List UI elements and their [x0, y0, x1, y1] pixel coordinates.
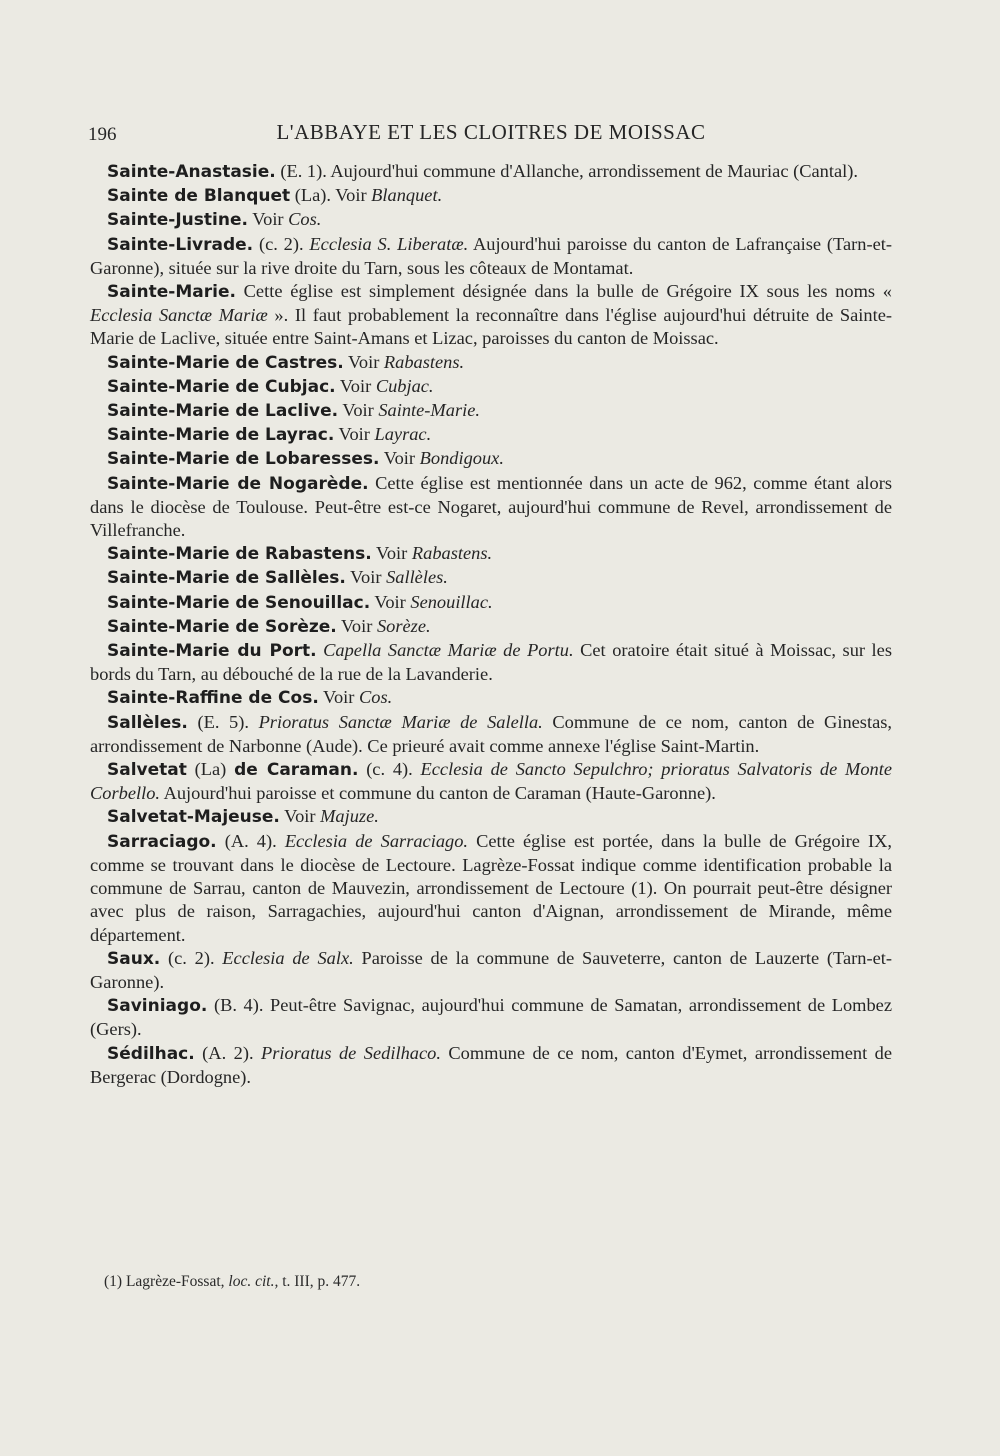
- footnote-text-end: t. III, p. 477.: [278, 1273, 361, 1290]
- entry-term: Sainte-Livrade.: [107, 234, 254, 255]
- index-entry: [90, 160, 892, 184]
- index-entry: [90, 233, 892, 280]
- entry-term: Sarraciago.: [107, 831, 217, 852]
- entry-term: Sainte de Blanquet: [107, 186, 291, 207]
- entry-text: (c. 2).: [253, 233, 310, 254]
- entry-term: Sainte-Anastasie.: [107, 162, 276, 182]
- footnote-text: (1) Lagrèze-Fossat,: [104, 1273, 229, 1290]
- entry-text: Cette église est simplement désignée dans la bulle de Grégoire IX sous les noms «: [235, 281, 892, 302]
- entry-text: (A. 4).: [216, 830, 285, 851]
- index-entry: [90, 711, 892, 758]
- index-entry: [90, 399, 892, 423]
- entry-italic: Blanquet.: [371, 185, 443, 206]
- index-entry: [90, 947, 892, 994]
- entry-term: Sainte-Marie du Port.: [107, 641, 317, 662]
- entry-term: Sainte-Marie de Nogarède.: [107, 473, 369, 494]
- index-entry: [90, 591, 892, 615]
- index-entry: [90, 375, 892, 399]
- entry-term: Sainte-Marie de Senouillac.: [107, 592, 371, 613]
- entry-text: (c. 4).: [358, 759, 421, 780]
- entry-text: Commune de ce nom, canton de Ginestas, arrondissement de Narbonne (Aude). Ce prieuré avait comme annexe l'église Saint-Martin.: [90, 711, 892, 756]
- entry-text: Voir: [247, 209, 289, 230]
- entry-term: Sainte-Marie de Castres.: [107, 352, 344, 373]
- index-entry: [90, 994, 892, 1041]
- entry-text: (B. 4). Peut-être Savignac, aujourd'hui commune de Samatan, arrondissement de Lombez (Gers).: [90, 995, 892, 1040]
- entry-term: Sallèles.: [107, 712, 188, 733]
- entry-text: Voir: [343, 351, 384, 372]
- entry-term: Sainte-Marie de Sallèles.: [107, 568, 346, 589]
- entry-italic: Ecclesia de Sancto Sepulchro; prioratus Salvatoris de Monte Corbello.: [90, 759, 893, 804]
- entry-italic: Sainte-Marie.: [378, 400, 480, 421]
- entry-text: Aujourd'hui paroisse et commune du canton de Caraman (Haute-Garonne).: [160, 783, 716, 804]
- index-entry: [90, 184, 892, 208]
- entry-term: Saux.: [107, 948, 161, 969]
- entry-text: Cet oratoire était situé à Moissac, sur les bords du Tarn, au débouché de la rue de la Lavanderie.: [90, 640, 892, 685]
- entry-text: (c. 2).: [160, 947, 223, 968]
- entry-text: (La): [186, 759, 235, 780]
- index-entry: [90, 423, 892, 447]
- entry-text: (A. 2).: [194, 1042, 262, 1063]
- entry-italic: Majuze.: [320, 806, 379, 827]
- index-entry: [90, 566, 892, 590]
- entry-text: ». Il faut probablement la reconnaître dans l'église aujourd'hui détruite de Sainte-Marie de Laclive, située entre Saint-Amans et Lizac, paroisses du canton de Moissac.: [90, 305, 892, 349]
- entry-term: Salvetat-Majeuse.: [107, 807, 280, 828]
- entry-term: Sainte-Raffine de Cos.: [107, 688, 319, 709]
- entry-italic: Capella Sanctæ Mariæ de Portu.: [323, 640, 574, 661]
- entry-term: Sainte-Marie.: [107, 282, 236, 303]
- index-entry: [90, 805, 892, 829]
- entry-italic: Layrac.: [374, 424, 432, 445]
- entry-italic: Rabastens.: [411, 543, 493, 564]
- entry-italic: Bondigoux.: [419, 448, 504, 469]
- entry-text: Voir: [345, 567, 387, 588]
- entry-italic: Ecclesia de Sarraciago.: [284, 830, 469, 851]
- entry-term: Sainte-Marie de Laclive.: [107, 401, 339, 422]
- entry-text: Voir: [335, 375, 376, 396]
- entry-italic: Cubjac.: [375, 375, 434, 396]
- index-entry: [90, 351, 892, 375]
- entry-text: Voir: [370, 591, 411, 612]
- entry-italic: Prioratus Sanctæ Mariæ de Salella.: [258, 711, 543, 732]
- running-title: L'ABBAYE ET LES CLOITRES DE MOISSAC: [276, 120, 706, 144]
- index-entry: [90, 639, 892, 686]
- index-entry: [90, 542, 892, 566]
- entry-italic: Prioratus de Sedilhaco.: [261, 1042, 441, 1063]
- entry-text: (E. 1). Aujourd'hui commune d'Allanche, arrondissement de Mauriac (Cantal).: [275, 161, 858, 181]
- entry-term: Sainte-Marie de Cubjac.: [107, 376, 336, 397]
- entry-text: (La). Voir: [290, 185, 372, 206]
- entry-term: Saviniago.: [107, 996, 208, 1017]
- entry-italic: Cos.: [358, 687, 393, 708]
- entry-italic: Sorèze.: [376, 615, 431, 636]
- entry-text: Cette église est mentionnée dans un acte de 962, comme étant alors dans le diocèse de Toulouse. Peut-être est-ce Nogaret, aujourd'hui commune de Revel, arrondissement de Villefranche.: [90, 472, 892, 541]
- index-entry: [90, 758, 892, 805]
- index-entry: [90, 615, 892, 639]
- entry-italic: Senouillac.: [410, 591, 493, 612]
- entry-term: Sainte-Marie de Rabastens.: [107, 544, 372, 565]
- entry-text: Cette église est portée, dans la bulle de Grégoire IX, comme se trouvant dans le diocèse de Lectoure. Lagrèze-Fossat indique comme identification probable la commune de Sarrau, canton de Mauvezin, arrondissement de Lectoure (1). On pourrait peut-être désigner avec plus de raison, Sarragachies, aujourd'hui canton d'Aignan, arrondissement de Mirande, même département.: [90, 830, 893, 945]
- index-entry: [90, 472, 892, 543]
- entry-term: Sainte-Marie de Layrac.: [107, 425, 335, 446]
- entry-term: Sainte-Marie de Sorèze.: [107, 616, 337, 637]
- entry-italic: Rabastens.: [383, 351, 465, 372]
- index-entry: [90, 830, 892, 947]
- entry-text: (E. 5).: [187, 711, 259, 732]
- entry-italic: Ecclesia de Salx.: [222, 947, 354, 968]
- footnote: [104, 1273, 360, 1291]
- footnote-italic: loc. cit.,: [228, 1273, 279, 1290]
- entry-italic: Sallèles.: [386, 567, 448, 588]
- entry-text: Voir: [338, 400, 379, 421]
- entry-text: Commune de ce nom, canton d'Eymet, arrondissement de Bergerac (Dordogne).: [90, 1042, 893, 1087]
- entry-term: Sainte-Marie de Lobaresses.: [107, 449, 380, 470]
- index-entry: [90, 280, 892, 351]
- entry-term: Sainte-Justine.: [107, 210, 248, 231]
- entry-italic: Ecclesia Sanctæ Mariæ: [90, 305, 268, 326]
- entry-text: Voir: [336, 615, 377, 636]
- entry-list: [90, 160, 892, 1089]
- page-header: [88, 118, 894, 148]
- index-entry: [90, 447, 892, 471]
- index-entry: [90, 1042, 892, 1089]
- entry-text: Voir: [318, 687, 359, 708]
- entry-term: de Caraman.: [234, 760, 359, 781]
- page-number: 196: [88, 124, 117, 145]
- index-entry: [90, 208, 892, 232]
- entry-text: Aujourd'hui paroisse du canton de Lafrançaise (Tarn-et-Garonne), située sur la rive droite du Tarn, sous les côteaux de Montamat.: [90, 233, 892, 278]
- entry-term: Salvetat: [107, 760, 187, 781]
- entry-text: Voir: [279, 806, 321, 827]
- entry-italic: Ecclesia S. Liberatæ.: [309, 233, 469, 254]
- entry-term: Sédilhac.: [107, 1043, 195, 1064]
- entry-text: Voir: [371, 543, 412, 564]
- entry-text: Voir: [334, 424, 375, 445]
- entry-text: Voir: [379, 448, 420, 469]
- index-entry: [90, 686, 892, 710]
- entry-text: Paroisse de la commune de Sauveterre, canton de Lauzerte (Tarn-et-Garonne).: [90, 947, 892, 992]
- entry-italic: Cos.: [288, 209, 322, 230]
